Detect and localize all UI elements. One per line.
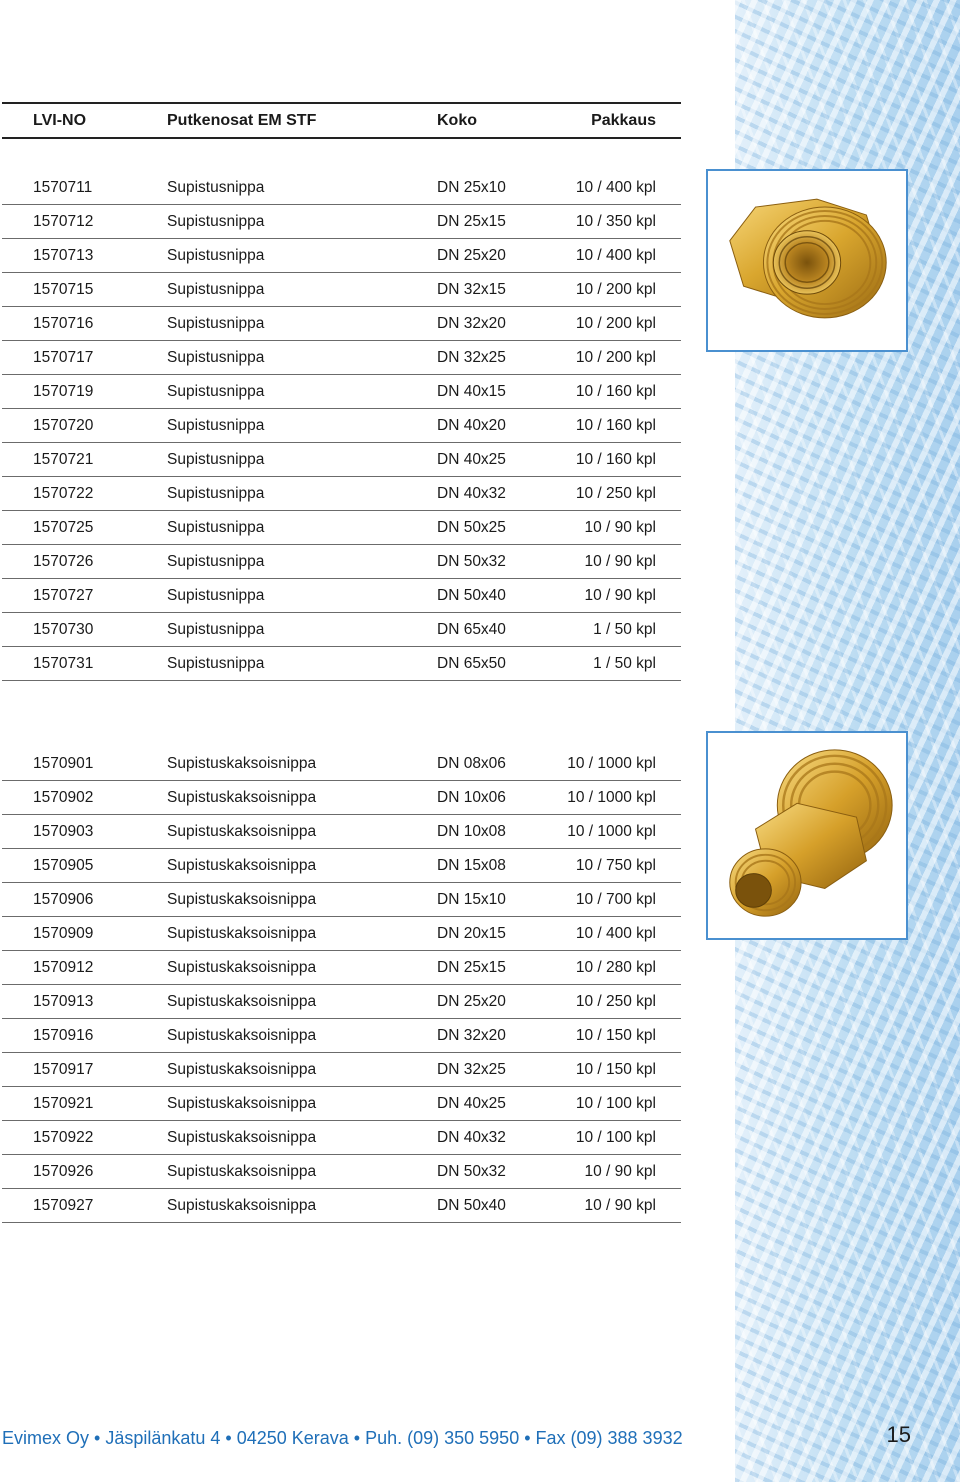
cell-name: Supistuskaksoisnippa: [167, 993, 317, 1010]
cell-pack: 10 / 90 kpl: [584, 587, 656, 604]
header-code: LVI-NO: [33, 112, 87, 129]
cell-name: Supistuskaksoisnippa: [167, 1129, 317, 1146]
cell-code: 1570722: [33, 485, 94, 502]
cell-name: Supistusnippa: [167, 553, 265, 570]
table-row: [2, 1053, 681, 1087]
table-row: [2, 171, 681, 205]
footer-company-info: Evimex Oy • Jäspilänkatu 4 • 04250 Kerava • Puh. (09) 350 5950 • Fax (09) 388 3932: [2, 1428, 683, 1448]
cell-pack: 1 / 50 kpl: [593, 655, 656, 672]
cell-size: DN 32x20: [437, 315, 506, 332]
cell-pack: 10 / 160 kpl: [575, 417, 656, 434]
cell-pack: 10 / 400 kpl: [575, 925, 656, 942]
cell-name: Supistusnippa: [167, 349, 265, 366]
cell-size: DN 10x06: [437, 789, 506, 806]
cell-size: DN 40x20: [437, 417, 506, 434]
cell-pack: 10 / 400 kpl: [575, 247, 656, 264]
cell-name: Supistusnippa: [167, 179, 265, 196]
group-supistuskaksoisnippa: [2, 747, 681, 1223]
cell-size: DN 40x15: [437, 383, 506, 400]
cell-code: 1570927: [33, 1197, 94, 1214]
cell-size: DN 65x50: [437, 655, 506, 672]
cell-pack: 10 / 160 kpl: [575, 451, 656, 468]
cell-name: Supistusnippa: [167, 315, 265, 332]
cell-code: 1570725: [33, 519, 94, 536]
table-row: [2, 747, 681, 781]
cell-pack: 10 / 350 kpl: [575, 213, 656, 230]
cell-size: DN 15x08: [437, 857, 506, 874]
cell-name: Supistuskaksoisnippa: [167, 959, 317, 976]
cell-code: 1570719: [33, 383, 94, 400]
table-row: [2, 375, 681, 409]
cell-code: 1570716: [33, 315, 94, 332]
cell-name: Supistuskaksoisnippa: [167, 1095, 317, 1112]
table-row: [2, 883, 681, 917]
table-row: [2, 849, 681, 883]
cell-code: 1570730: [33, 621, 94, 638]
cell-size: DN 10x08: [437, 823, 506, 840]
cell-pack: 10 / 1000 kpl: [567, 823, 656, 840]
cell-code: 1570713: [33, 247, 94, 264]
cell-code: 1570720: [33, 417, 94, 434]
cell-name: Supistuskaksoisnippa: [167, 789, 317, 806]
cell-pack: 10 / 150 kpl: [575, 1027, 656, 1044]
cell-pack: 10 / 200 kpl: [575, 281, 656, 298]
table-row: [2, 1189, 681, 1223]
cell-size: DN 65x40: [437, 621, 506, 638]
table-row: [2, 1121, 681, 1155]
spacer: [2, 681, 681, 747]
cell-code: 1570717: [33, 349, 94, 366]
table-row: [2, 613, 681, 647]
table-row: [2, 443, 681, 477]
table-row: [2, 477, 681, 511]
cell-size: DN 25x20: [437, 247, 506, 264]
cell-code: 1570906: [33, 891, 94, 908]
header-size: Koko: [437, 112, 477, 129]
cell-name: Supistusnippa: [167, 519, 265, 536]
cell-pack: 10 / 250 kpl: [575, 485, 656, 502]
cell-size: DN 50x40: [437, 1197, 506, 1214]
cell-size: DN 32x25: [437, 349, 506, 366]
cell-pack: 10 / 90 kpl: [584, 1197, 656, 1214]
table-row: [2, 1019, 681, 1053]
group-supistusnippa: [2, 171, 681, 681]
cell-pack: 1 / 50 kpl: [593, 621, 656, 638]
cell-code: 1570726: [33, 553, 94, 570]
cell-name: Supistuskaksoisnippa: [167, 891, 317, 908]
cell-size: DN 40x25: [437, 1095, 506, 1112]
page-number: 15: [886, 1422, 911, 1447]
cell-pack: 10 / 400 kpl: [575, 179, 656, 196]
cell-size: DN 08x06: [437, 755, 506, 772]
reducing-nipple-image: [708, 171, 906, 350]
cell-size: DN 40x32: [437, 1129, 506, 1146]
cell-name: Supistusnippa: [167, 281, 265, 298]
table-row: [2, 341, 681, 375]
table-row: [2, 307, 681, 341]
cell-name: Supistuskaksoisnippa: [167, 925, 317, 942]
cell-size: DN 15x10: [437, 891, 506, 908]
cell-name: Supistusnippa: [167, 655, 265, 672]
table-row: [2, 917, 681, 951]
cell-name: Supistusnippa: [167, 451, 265, 468]
cell-code: 1570905: [33, 857, 94, 874]
table-row: [2, 647, 681, 681]
cell-code: 1570902: [33, 789, 94, 806]
cell-name: Supistuskaksoisnippa: [167, 1163, 317, 1180]
cell-code: 1570926: [33, 1163, 94, 1180]
cell-pack: 10 / 1000 kpl: [567, 755, 656, 772]
cell-code: 1570901: [33, 755, 94, 772]
cell-name: Supistusnippa: [167, 485, 265, 502]
cell-pack: 10 / 700 kpl: [575, 891, 656, 908]
cell-name: Supistusnippa: [167, 213, 265, 230]
cell-code: 1570712: [33, 213, 94, 230]
table-row: [2, 205, 681, 239]
cell-name: Supistusnippa: [167, 587, 265, 604]
cell-pack: 10 / 150 kpl: [575, 1061, 656, 1078]
cell-code: 1570715: [33, 281, 94, 298]
cell-code: 1570727: [33, 587, 94, 604]
header-name: Putkenosat EM STF: [167, 112, 317, 129]
cell-name: Supistuskaksoisnippa: [167, 857, 317, 874]
table-row: [2, 781, 681, 815]
table-row: [2, 951, 681, 985]
cell-size: DN 25x15: [437, 213, 506, 230]
cell-code: 1570711: [33, 179, 93, 196]
cell-pack: 10 / 100 kpl: [575, 1129, 656, 1146]
cell-size: DN 50x32: [437, 553, 506, 570]
cell-code: 1570913: [33, 993, 94, 1010]
product-photo-reducing-double-nipple: [706, 731, 908, 940]
cell-pack: 10 / 200 kpl: [575, 349, 656, 366]
table-row: [2, 815, 681, 849]
cell-pack: 10 / 750 kpl: [575, 857, 656, 874]
product-table: [2, 102, 681, 1223]
table-row: [2, 1155, 681, 1189]
cell-name: Supistusnippa: [167, 383, 265, 400]
product-photo-reducing-nipple: [706, 169, 908, 352]
cell-name: Supistuskaksoisnippa: [167, 823, 317, 840]
cell-size: DN 25x20: [437, 993, 506, 1010]
cell-size: DN 32x15: [437, 281, 506, 298]
spacer: [2, 139, 681, 171]
cell-pack: 10 / 100 kpl: [575, 1095, 656, 1112]
cell-code: 1570916: [33, 1027, 94, 1044]
cell-size: DN 32x20: [437, 1027, 506, 1044]
cell-size: DN 20x15: [437, 925, 506, 942]
cell-code: 1570721: [33, 451, 94, 468]
cell-name: Supistuskaksoisnippa: [167, 755, 317, 772]
table-row: [2, 273, 681, 307]
header-pack: Pakkaus: [591, 112, 656, 129]
cell-size: DN 50x25: [437, 519, 506, 536]
cell-name: Supistuskaksoisnippa: [167, 1061, 317, 1078]
cell-name: Supistuskaksoisnippa: [167, 1027, 317, 1044]
table-header: [2, 102, 681, 139]
cell-pack: 10 / 90 kpl: [584, 553, 656, 570]
cell-code: 1570922: [33, 1129, 94, 1146]
table-row: [2, 239, 681, 273]
table-row: [2, 579, 681, 613]
table-row: [2, 511, 681, 545]
cell-size: DN 50x32: [437, 1163, 506, 1180]
cell-pack: 10 / 1000 kpl: [567, 789, 656, 806]
reducing-double-nipple-image: [708, 733, 906, 938]
cell-pack: 10 / 160 kpl: [575, 383, 656, 400]
cell-pack: 10 / 90 kpl: [584, 1163, 656, 1180]
cell-code: 1570909: [33, 925, 94, 942]
cell-pack: 10 / 250 kpl: [575, 993, 656, 1010]
cell-pack: 10 / 280 kpl: [575, 959, 656, 976]
cell-code: 1570921: [33, 1095, 94, 1112]
cell-pack: 10 / 200 kpl: [575, 315, 656, 332]
cell-name: Supistusnippa: [167, 247, 265, 264]
table-row: [2, 985, 681, 1019]
table-row: [2, 409, 681, 443]
cell-size: DN 25x10: [437, 179, 506, 196]
table-row: [2, 545, 681, 579]
table-row: [2, 1087, 681, 1121]
cell-name: Supistuskaksoisnippa: [167, 1197, 317, 1214]
cell-size: DN 40x25: [437, 451, 506, 468]
cell-pack: 10 / 90 kpl: [584, 519, 656, 536]
cell-size: DN 32x25: [437, 1061, 506, 1078]
cell-name: Supistusnippa: [167, 621, 265, 638]
cell-code: 1570903: [33, 823, 94, 840]
cell-code: 1570731: [33, 655, 94, 672]
cell-code: 1570917: [33, 1061, 94, 1078]
cell-code: 1570912: [33, 959, 94, 976]
cell-size: DN 25x15: [437, 959, 506, 976]
cell-name: Supistusnippa: [167, 417, 265, 434]
cell-size: DN 40x32: [437, 485, 506, 502]
cell-size: DN 50x40: [437, 587, 506, 604]
